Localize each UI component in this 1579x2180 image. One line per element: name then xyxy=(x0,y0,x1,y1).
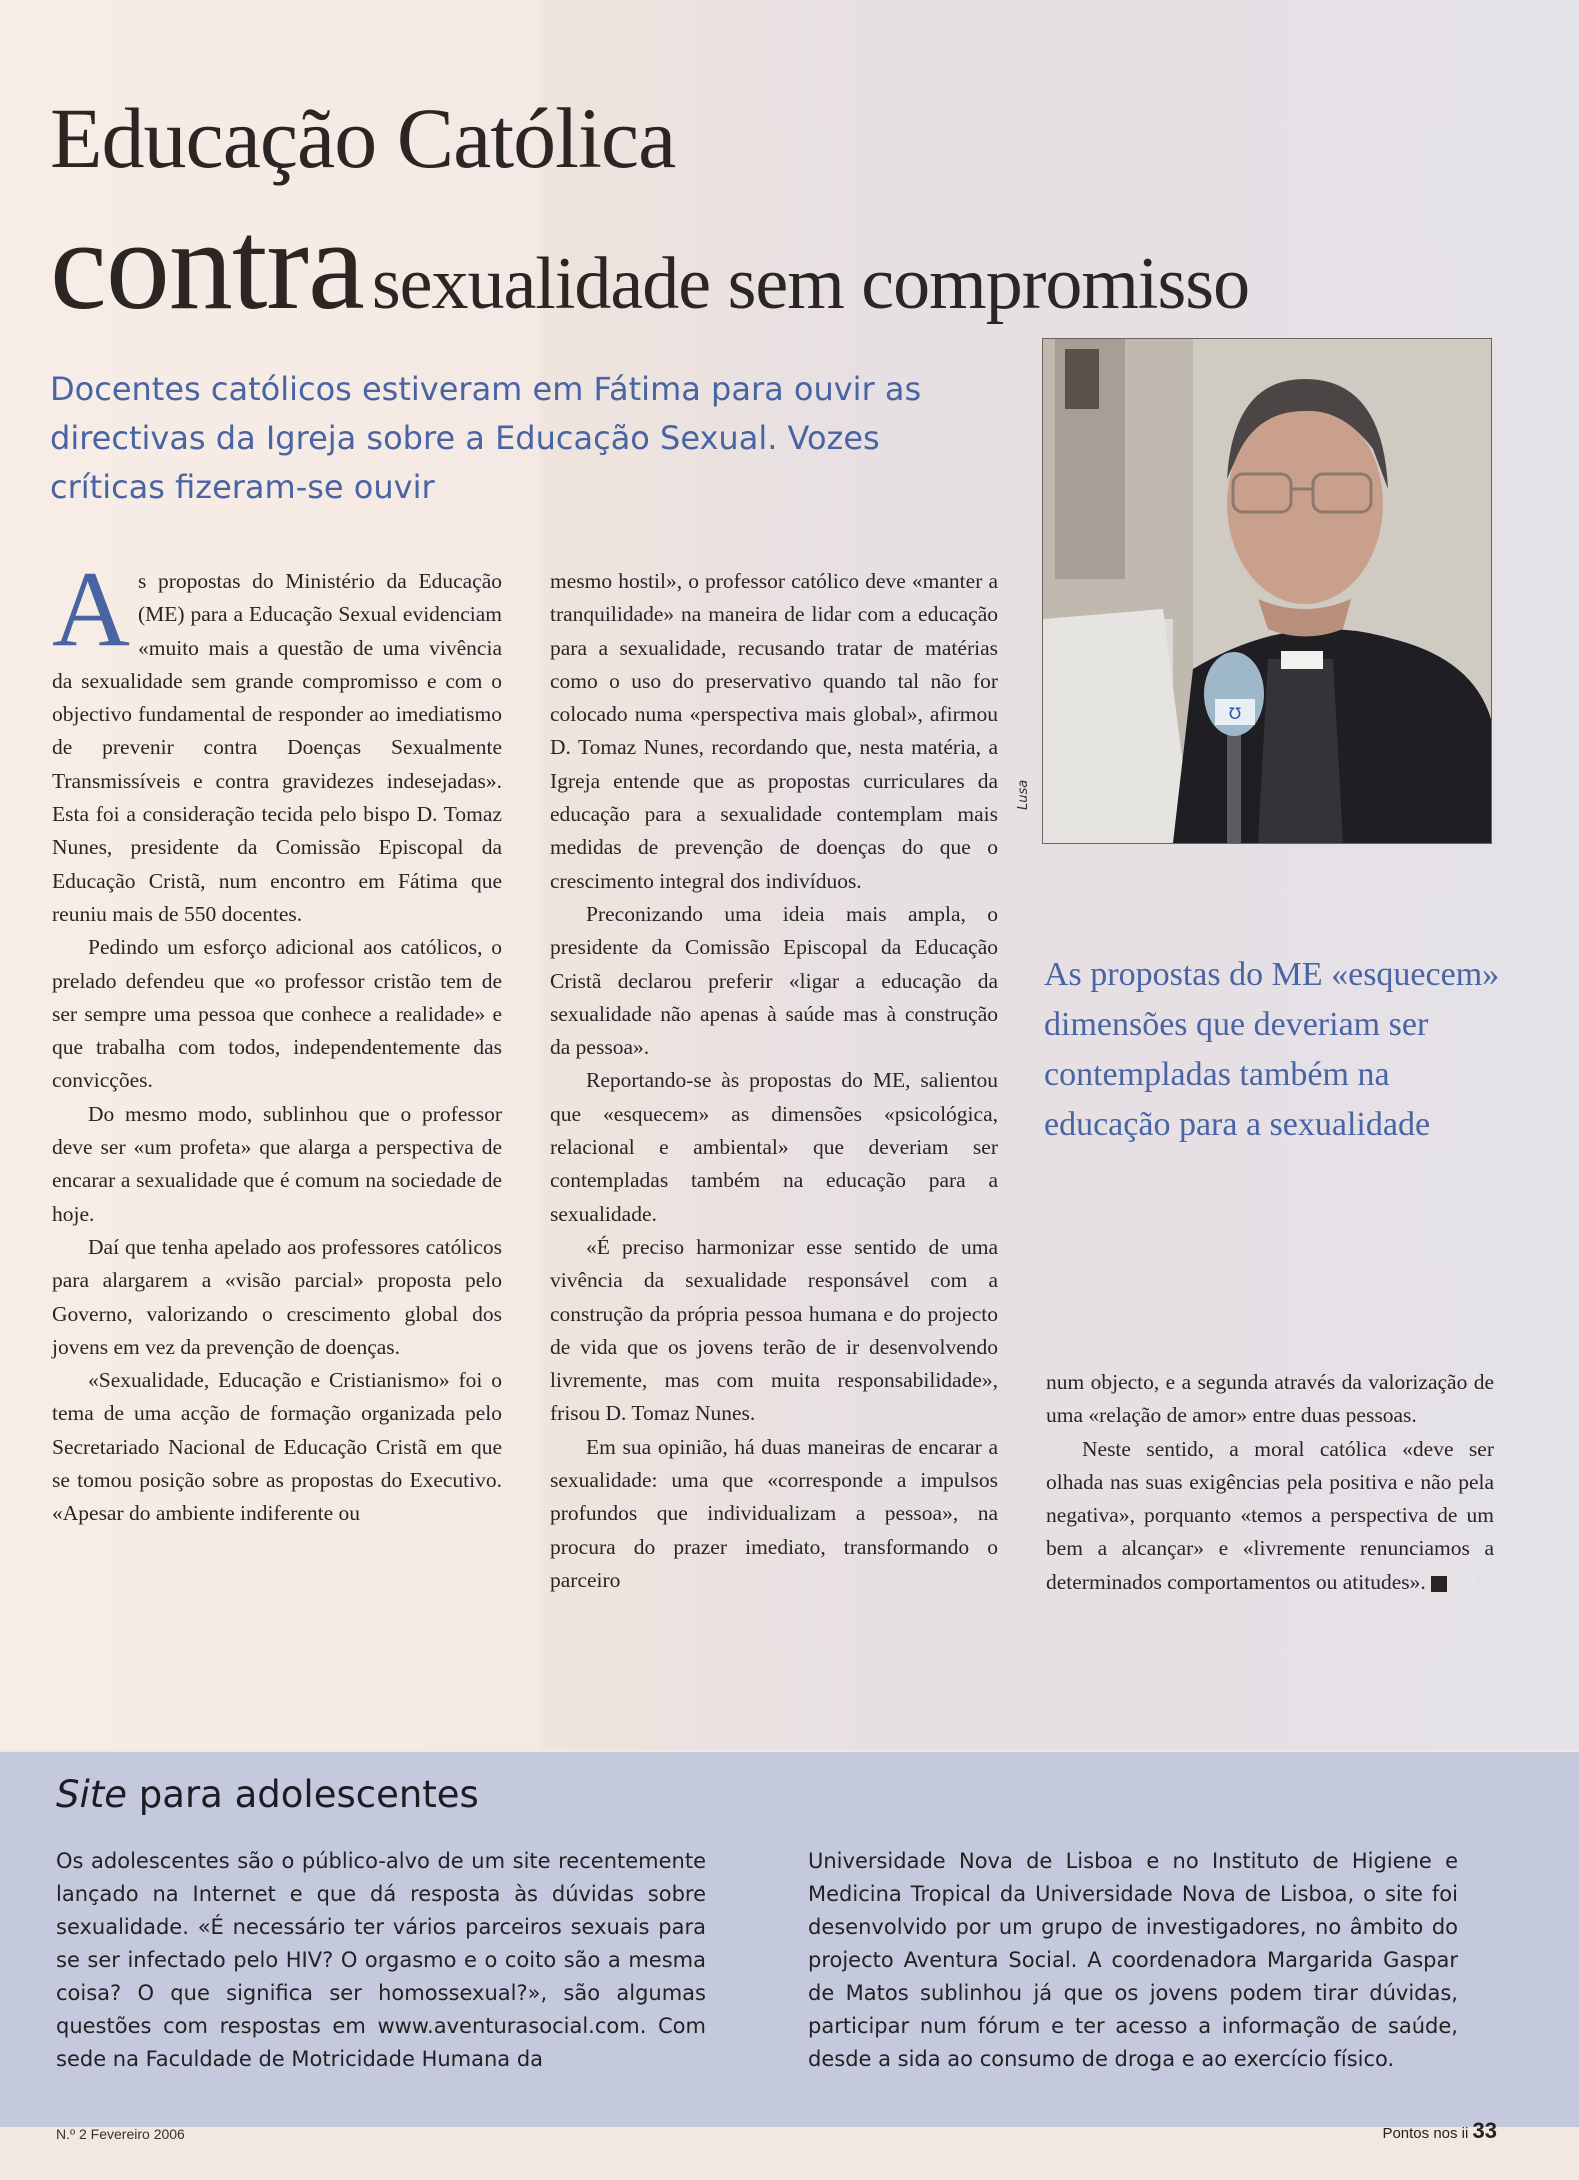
article-paragraph: num objecto, e a segunda através da valorização de uma «relação de amor» entre duas pessoas. xyxy=(1046,1370,1494,1428)
article-paragraph: Neste sentido, a moral católica «deve ser olhada nas suas exigências pela positiva e não pela negativa», porquanto «temos a perspectiva de um bem a alcançar» e «livremente renunciamos a determinados comportamentos ou atitudes». H xyxy=(1046,1436,1494,1594)
article-paragraph: «Sexualidade, Educação e Cristianismo» foi o tema de uma acção de formação organizada pelo Secretariado Nacional de Educação Cristã em que se tomou posição sobre as propostas do Executivo. «Apesar do ambiente indiferente ou xyxy=(52,1368,502,1526)
headline-line2 xyxy=(50,194,1250,349)
lead-paragraph: Docentes católicos estiveram em Fátima para ouvir as directivas da Igreja sobre a Educação Sexual. Vozes críticas fizeram-se ouvir xyxy=(50,370,922,506)
svg-text:Ʊ: Ʊ xyxy=(1228,704,1242,723)
article-column-2 xyxy=(550,565,998,1597)
sidebar-box-column-2: Universidade Nova de Lisboa e no Instituto de Higiene e Medicina Tropical da Universidade Nova de Lisboa, o site foi desenvolvido por um grupo de investigadores, no âmbito do projecto Aventura Social. A coordenadora Margarida Gaspar de Matos sublinhou já que os jovens podem tirar dúvidas, participar num fórum e ter acesso a informação de saúde, desde a sida ao consumo de droga e ao exercício físico. xyxy=(808,1849,1458,2071)
footer-magazine-name: Pontos nos ii xyxy=(1382,2125,1469,2142)
page-number: 33 xyxy=(1472,2118,1497,2143)
footer-issue: N.º 2 Fevereiro 2006 xyxy=(56,2126,185,2142)
article-paragraph: mesmo hostil», o professor católico deve «manter a tranquilidade» na maneira de lidar com a educação para a sexualidade, recusando tratar de matérias como o uso do preservativo quando tal não for colocado numa «perspectiva mais global», afirmou D. Tomaz Nunes, recordando que, nesta matéria, a Igreja entende que as propostas curriculares da educação para a sexualidade contemplam mais medidas de prevenção de doenças do que o crescimento integral dos indivíduos. xyxy=(550,569,998,893)
sidebar-box-title: Site para adolescentes xyxy=(56,1773,479,1816)
article-paragraph: As propostas do Ministério da Educação (ME) para a Educação Sexual evidenciam «muito mais a questão de uma vivência da sexualidade sem grande compromisso e com o objectivo fundamental de responder ao imediatismo de prevenir contra Doenças Sexualmente Transmissíveis e contra gravidezes indesejadas». Esta foi a consideração tecida pelo bispo D. Tomaz Nunes, presidente da Comissão Episcopal da Educação Cristã, num encontro em Fátima que reuniu mais de 550 docentes. xyxy=(52,550,502,926)
drop-cap: A xyxy=(52,550,130,669)
article-paragraph: «É preciso harmonizar esse sentido de uma vivência da sexualidade responsável com a construção da própria pessoa humana e do projecto de vida que os jovens terão de ir desenvolvendo livremente, mas com muita responsabilidade», frisou D. Tomaz Nunes. xyxy=(550,1234,998,1426)
end-of-article-icon: H xyxy=(1431,1576,1447,1592)
bishop-photo xyxy=(1042,338,1492,844)
article-paragraph: Do mesmo modo, sublinhou que o professor deve ser «um profeta» que alarga a perspectiva de encarar a sexualidade que é comum na sociedade de hoje. xyxy=(52,1101,502,1226)
headline-big-word: contra xyxy=(50,194,364,336)
photo-credit: Lusa xyxy=(1016,779,1031,810)
headline-line1: Educação Católica xyxy=(50,90,676,186)
headline-rest: sexualidade sem compromisso xyxy=(371,243,1250,325)
article-paragraph: Preconizando uma ideia mais ampla, o presidente da Comissão Episcopal da Educação Cristã declarou preferir «ligar a educação da sexualidade não apenas à saúde mas à construção da pessoa». xyxy=(550,901,998,1060)
article-paragraph: Reportando-se às propostas do ME, salientou que «esquecem» as dimensões «psicológica, relacional e ambiental» que deveriam ser contempladas também na educação para a sexualidade. xyxy=(550,1068,998,1226)
footer-page-info xyxy=(1382,2118,1497,2144)
pull-quote: As propostas do ME «esquecem» dimensões que deveriam ser contempladas também na educação para a sexualidade xyxy=(1044,956,1500,1143)
article-paragraph: Daí que tenha apelado aos professores católicos para alargarem a «visão parcial» proposta pelo Governo, valorizando o crescimento global dos jovens em vez da prevenção de doenças. xyxy=(52,1234,502,1359)
article-column-3 xyxy=(1046,1366,1494,1599)
sidebar-box-column-1: Os adolescentes são o público-alvo de um site recentemente lançado na Internet e que dá resposta às dúvidas sobre sexualidade. «É necessário ter vários parceiros sexuais para se ser infectado pelo HIV? O orgasmo e o coito são a mesma coisa? O que significa ser homossexual?», são algumas questões com respostas em www.aventurasocial.com. Com sede na Faculdade de Motricidade Humana da xyxy=(56,1849,706,2071)
portrait-illustration xyxy=(1043,339,1491,843)
article-column-1 xyxy=(52,550,502,1531)
article-paragraph: Em sua opinião, há duas maneiras de encarar a sexualidade: uma que «corresponde a impulsos profundos que individualizam a pessoa», na procura do prazer imediato, transformando o parceiro xyxy=(550,1434,998,1592)
article-paragraph: Pedindo um esforço adicional aos católicos, o prelado defendeu que «o professor cristão tem de ser sempre uma pessoa que conhece a realidade» e que trabalha com todos, independentemente das convicções. xyxy=(52,935,502,1093)
